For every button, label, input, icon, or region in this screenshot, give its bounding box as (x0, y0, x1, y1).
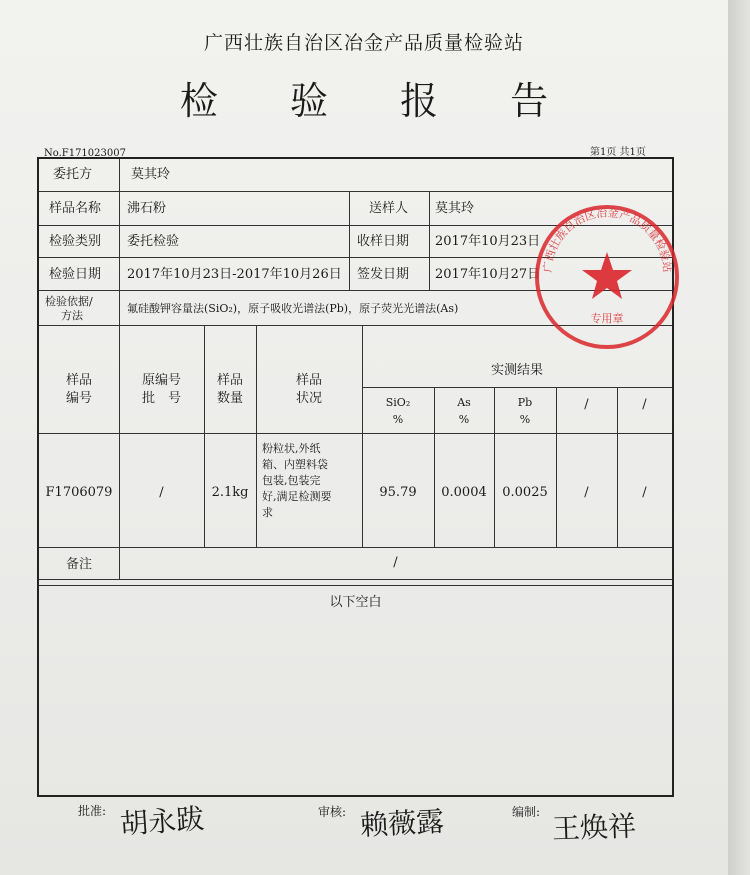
editor-signature: 王焕祥 (551, 809, 637, 846)
cell-pb: 0.0025 (502, 485, 548, 500)
seal-center-text: 专用章 (590, 312, 624, 325)
cell-qty: 2.1kg (211, 485, 249, 500)
cell-state-line2: 箱、内塑料袋 (262, 458, 328, 471)
inspection-type-value: 委托检验 (127, 234, 180, 249)
inspection-date-label: 检验日期 (49, 267, 102, 282)
col-state-2: 状况 (295, 391, 322, 406)
remark-value: / (393, 555, 398, 570)
col-state-1: 样品 (295, 373, 322, 388)
sender-value: 莫其玲 (435, 201, 475, 216)
col-sample-no-1: 样品 (65, 373, 92, 388)
cell-as: 0.0004 (441, 485, 487, 500)
inspection-type-label: 检验类别 (49, 234, 102, 249)
col-empty-2: / (642, 397, 647, 412)
cell-sio2: 95.79 (379, 485, 417, 500)
sample-name-value: 沸石粉 (127, 201, 167, 216)
seal-ring-text: 广西壮族自治区冶金产品质量检验站 (541, 206, 674, 274)
col-sio2-2: % (392, 413, 404, 426)
issue-date-label: 签发日期 (357, 267, 410, 282)
cell-state-line3: 包装,包装完 (262, 474, 321, 487)
official-seal (530, 200, 685, 355)
col-pb-2: % (519, 413, 531, 426)
approver-signature: 胡永跋 (119, 802, 206, 841)
remark-label: 备注 (65, 557, 92, 572)
cell-orig-no: / (159, 485, 164, 500)
col-qty-1: 样品 (216, 373, 243, 388)
cell-empty-2: / (642, 485, 647, 500)
approver-label: 批准: (78, 804, 107, 818)
blank-note: 以下空白 (329, 595, 382, 610)
received-date-value: 2017年10月23日 (435, 234, 541, 249)
col-orig-no-1: 原编号 (141, 373, 181, 388)
editor-label: 编制: (512, 805, 541, 819)
col-qty-2: 数量 (216, 391, 243, 406)
cell-state-line1: 粉粒状,外纸 (262, 442, 321, 455)
results-header: 实测结果 (490, 363, 543, 378)
seal-star-icon (582, 252, 632, 299)
col-empty-1: / (584, 397, 589, 412)
issue-date-value: 2017年10月27日 (435, 267, 541, 282)
cell-state-line4: 好,满足检测要 (262, 490, 332, 503)
organization-name: 广西壮族自治区冶金产品质量检验站 (203, 32, 524, 54)
received-date-label: 收样日期 (357, 234, 410, 249)
client-value: 莫其玲 (131, 167, 171, 182)
col-sio2-1: SiO₂ (385, 396, 411, 409)
col-sample-no-2: 编号 (65, 391, 92, 406)
basis-value: 氟硅酸钾容量法(SiO₂)，原子吸收光谱法(Pb)，原子荧光光谱法(As) (127, 302, 459, 315)
col-pb-1: Pb (517, 396, 533, 409)
col-orig-no-2: 批 号 (141, 391, 181, 406)
sender-label: 送样人 (369, 201, 409, 216)
basis-label-line2: 方法 (61, 309, 83, 322)
page-info: 第1页 共1页 (590, 147, 646, 158)
col-as-2: % (458, 413, 470, 426)
sample-name-label: 样品名称 (49, 201, 102, 216)
reviewer-label: 审核: (318, 805, 347, 819)
reviewer-signature: 赖薇露 (359, 804, 445, 843)
cell-sample-no: F1706079 (45, 485, 113, 500)
page-edge (728, 0, 750, 875)
report-title: 检 验 报 告 (179, 79, 579, 123)
client-label: 委托方 (53, 167, 93, 182)
col-as-1: As (457, 396, 471, 409)
cell-empty-1: / (584, 485, 589, 500)
inspection-date-value: 2017年10月23日-2017年10月26日 (127, 267, 342, 282)
report-number: No.F171023007 (44, 148, 126, 159)
basis-label-line1: 检验依据/ (45, 295, 93, 308)
cell-state-line5: 求 (262, 506, 273, 519)
